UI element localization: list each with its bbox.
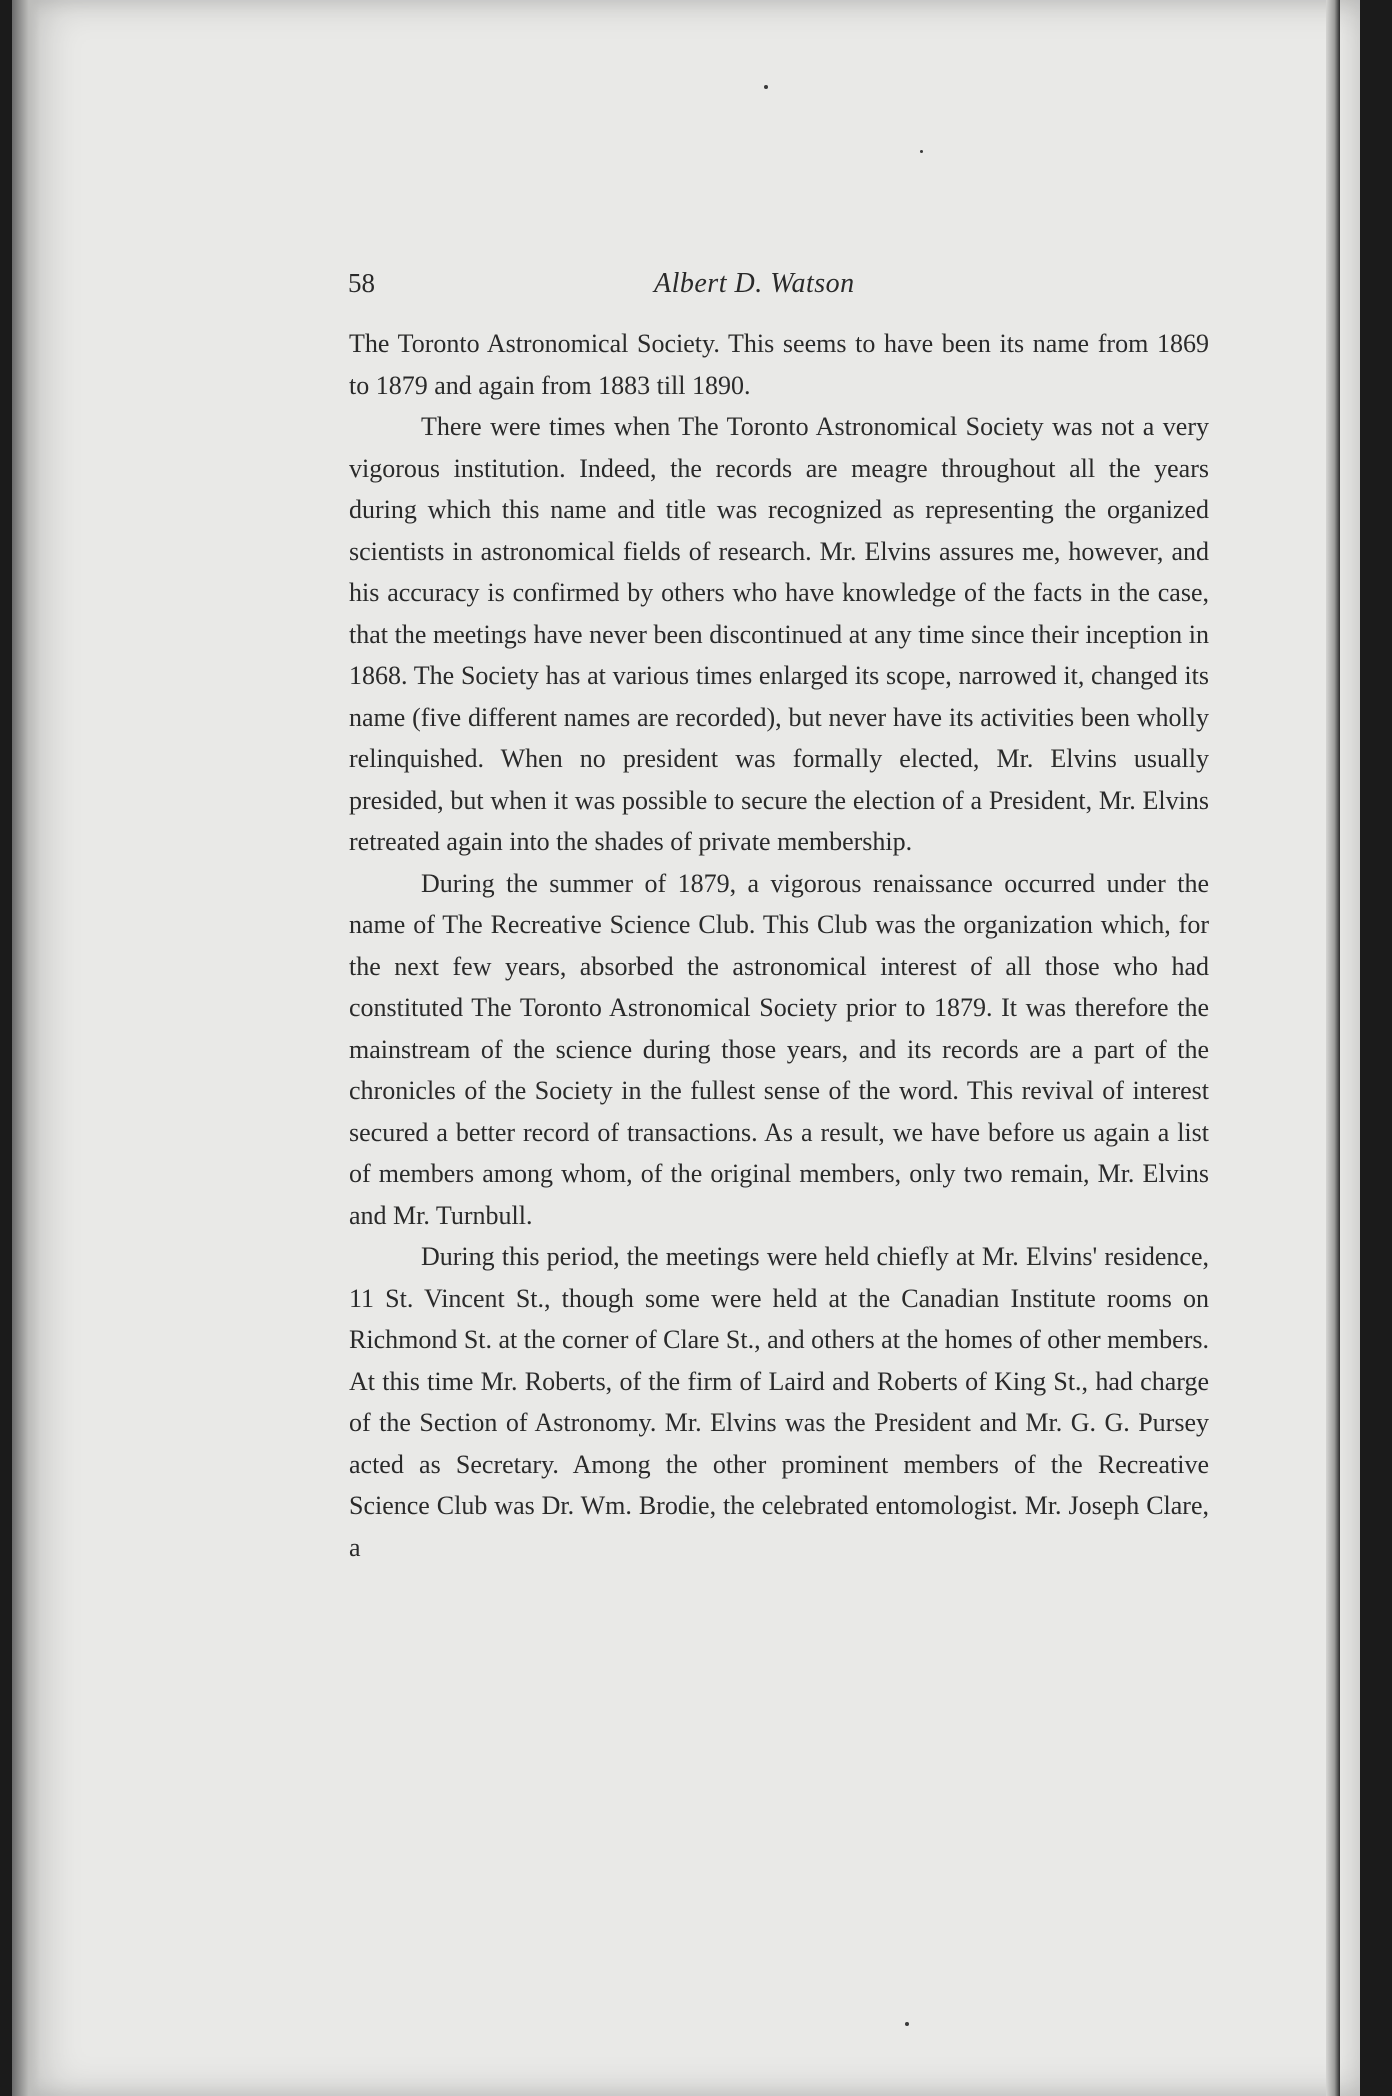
paragraph-1: The Toronto Astronomical Society. This seems to have been its name from 1869 to 1879 and again from 1883 till 1890. bbox=[349, 329, 1209, 400]
body-text bbox=[349, 323, 1209, 1568]
page-number: 58 bbox=[348, 268, 375, 298]
running-head-author: Albert D. Watson bbox=[654, 268, 855, 299]
paragraph-2: There were times when The Toronto Astronomical Society was not a very vigorous institution. Indeed, the records are meagre throughout all the years during which this name and title was recognized as representing the organized scientists in astronomical fields of research. Mr. Elvins assures me, however, and his accuracy is confirmed by others who have knowledge of the facts in the case, that the meetings have never been discontinued at any time since their inception in 1868. The Society has at various times enlarged its scope, narrowed it, changed its name (five different names are recorded), but never have its activities been wholly relinquished. When no president was formally elected, Mr. Elvins usually presided, but when it was possible to secure the election of a President, Mr. Elvins retreated again into the shades of private membership. bbox=[349, 412, 1209, 856]
page-binding-shadow bbox=[12, 0, 40, 2096]
scan-speck bbox=[905, 2022, 909, 2026]
paragraph-3: During the summer of 1879, a vigorous renaissance occurred under the name of The Recreative Science Club. This Club was the organization which, for the next few years, absorbed the astronomical interest of all those who had constituted The Toronto Astronomical Society prior to 1879. It was therefore the mainstream of the science during those years, and its records are a part of the chronicles of the Society in the fullest sense of the word. This revival of interest secured a better record of transactions. As a result, we have before us again a list of members among whom, of the original members, only two remain, Mr. Elvins and Mr. Turnbull. bbox=[349, 868, 1209, 1230]
running-head bbox=[344, 268, 1204, 308]
scan-speck bbox=[920, 150, 923, 153]
paragraph-4: During this period, the meetings were held chiefly at Mr. Elvins' residence, 11 St. Vincent St., though some were held at the Canadian Institute rooms on Richmond St. at the corner of Clare St., and others at the homes of other members. At this time Mr. Roberts, of the firm of Laird and Roberts of King St., had charge of the Section of Astronomy. Mr. Elvins was the President and Mr. G. G. Pursey acted as Secretary. Among the other prominent members of the Recreative Science Club was Dr. Wm. Brodie, the celebrated entomologist. Mr. Joseph Clare, a bbox=[349, 1242, 1209, 1562]
book-page bbox=[12, 0, 1360, 2096]
scan-speck bbox=[764, 85, 768, 89]
page-edge bbox=[1326, 0, 1340, 2096]
